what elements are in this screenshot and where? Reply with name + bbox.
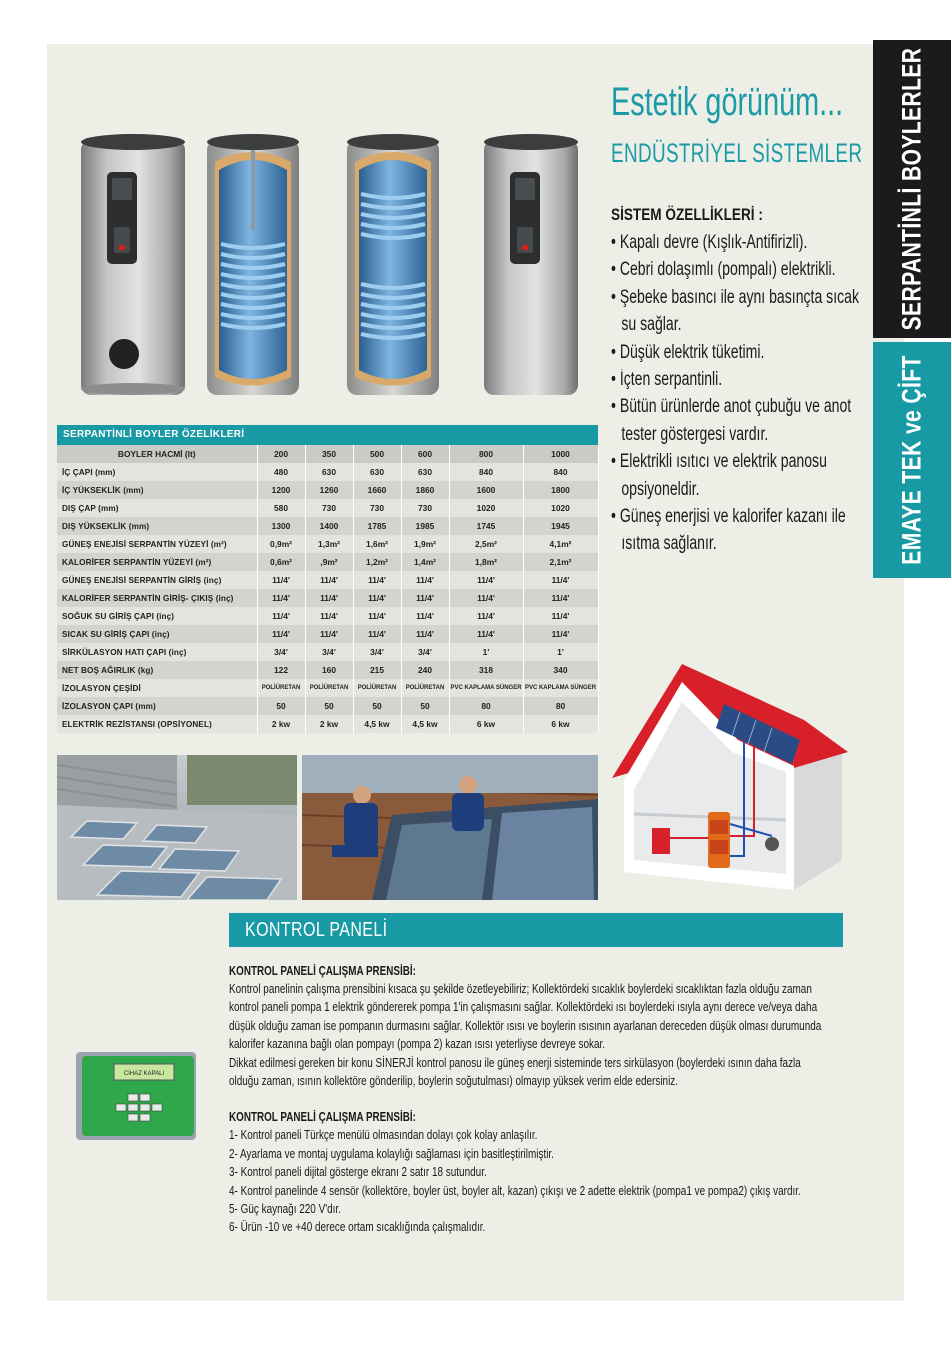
side-tab-serpantinli — [873, 40, 951, 338]
spec-row — [57, 625, 598, 643]
spec-header-cell: 800 — [449, 445, 523, 463]
spec-row — [57, 571, 598, 589]
spec-cell: 318 — [449, 661, 523, 679]
spec-cell: 6 kw — [449, 715, 523, 733]
tank-closed-right-image — [482, 132, 580, 397]
spec-cell: 630 — [305, 463, 353, 481]
spec-row — [57, 535, 598, 553]
spec-cell: 1985 — [401, 517, 449, 535]
spec-cell: 1300 — [257, 517, 305, 535]
spec-cell: 11/4' — [353, 607, 401, 625]
rooftop-collectors-photo — [57, 755, 297, 900]
spec-row-label: GÜNEŞ ENEJİSİ SERPANTİN YÜZEYİ (m²) — [57, 535, 257, 553]
feature-item: • Düşük elektrik tüketimi. — [611, 341, 765, 363]
feature-item: • Kapalı devre (Kışlık-Antifirizli). — [611, 232, 808, 253]
spec-cell: 50 — [305, 697, 353, 715]
spec-cell: 4,5 kw — [401, 715, 449, 733]
spec-cell: 1020 — [523, 499, 598, 517]
spec-cell: 11/4' — [401, 589, 449, 607]
spec-row — [57, 499, 598, 517]
spec-cell: 11/4' — [305, 625, 353, 643]
spec-cell: 11/4' — [353, 625, 401, 643]
spec-cell: 80 — [523, 697, 598, 715]
spec-row — [57, 589, 598, 607]
control-panel-list-item: 4- Kontrol panelinde 4 sensör (kollektöre, boyler üst, boyler alt, kazan) çıkışı ve 2 adette elektrik (pompa1 ve pompa2) çıkış vardır. — [229, 1183, 801, 1198]
spec-cell: 1200 — [257, 481, 305, 499]
spec-cell: 11/4' — [523, 625, 598, 643]
spec-header-cell: 600 — [401, 445, 449, 463]
spec-cell: ,9m² — [305, 553, 353, 571]
spec-cell: 580 — [257, 499, 305, 517]
control-panel-list-item: 6- Ürün -10 ve +40 derece ortam sıcaklığında çalışmalıdır. — [229, 1220, 486, 1235]
spec-table-title: SERPANTİNLİ BOYLER ÖZELİKLERİ — [57, 425, 598, 445]
spec-cell: 122 — [257, 661, 305, 679]
spec-cell: 840 — [449, 463, 523, 481]
spec-cell: POLİÜRETAN — [257, 679, 305, 697]
spec-row — [57, 517, 598, 535]
spec-header-cell: 350 — [305, 445, 353, 463]
spec-cell: 4,1m² — [523, 535, 598, 553]
spec-cell: 11/4' — [401, 571, 449, 589]
spec-row — [57, 481, 598, 499]
spec-cell: 3/4' — [305, 643, 353, 661]
spec-row — [57, 697, 598, 715]
spec-header-row — [57, 445, 598, 463]
spec-cell: 2,5m² — [449, 535, 523, 553]
control-panel-device-image — [74, 1048, 202, 1144]
spec-cell: 1945 — [523, 517, 598, 535]
spec-cell: 215 — [353, 661, 401, 679]
spec-cell: 1785 — [353, 517, 401, 535]
system-features-list — [611, 229, 871, 558]
spec-row — [57, 463, 598, 481]
spec-cell: 50 — [353, 697, 401, 715]
spec-cell: 80 — [449, 697, 523, 715]
spec-table-grid — [57, 445, 599, 733]
system-features-title: SİSTEM ÖZELLİKLERİ : — [611, 205, 763, 224]
side-tab-emaye — [873, 342, 951, 578]
control-panel-list-item: 5- Güç kaynağı 220 V'dır. — [229, 1202, 341, 1217]
spec-row-label: SOĞUK SU GİRİŞ ÇAPI (inç) — [57, 607, 257, 625]
spec-cell: 1,6m² — [353, 535, 401, 553]
control-panel-heading-1: KONTROL PANELİ ÇALIŞMA PRENSİBİ: — [229, 964, 416, 978]
spec-row-label: KALORİFER SERPANTİN YÜZEYİ (m²) — [57, 553, 257, 571]
spec-cell: 11/4' — [523, 571, 598, 589]
spec-row-label: SİRKÜLASYON HATI ÇAPI (inç) — [57, 643, 257, 661]
spec-cell: 3/4' — [401, 643, 449, 661]
spec-cell: 11/4' — [305, 589, 353, 607]
feature-item: • Şebeke basıncı ile aynı basınçta sıcak su sağlar. — [611, 286, 859, 336]
spec-cell: 0,6m² — [257, 553, 305, 571]
hero-subtitle: ENDÜSTRİYEL SİSTEMLER — [611, 138, 863, 168]
spec-cell: 480 — [257, 463, 305, 481]
spec-cell: 2 kw — [305, 715, 353, 733]
spec-cell: 0,9m² — [257, 535, 305, 553]
spec-cell: POLİÜRETAN — [401, 679, 449, 697]
spec-cell: 2 kw — [257, 715, 305, 733]
feature-item: • Güneş enerjisi ve kalorifer kazanı ile ısıtma sağlanır. — [611, 506, 846, 555]
control-panel-para-line: kalorifer kazanına bağlı olan pompayı (pompa 2) kazan ısısı yeterliyse devreye sokar. — [229, 1037, 606, 1052]
control-panel-para-line: Kontrol panelinin çalışma prensibini kısaca şu şekilde özetleyebiliriz; Kollektördeki sıcaklık boylerdeki sıcaklıktan fazla olduğu zaman — [229, 982, 812, 996]
house-solar-diagram — [604, 660, 862, 892]
spec-cell: 11/4' — [257, 589, 305, 607]
spec-cell: 11/4' — [523, 589, 598, 607]
spec-cell: 11/4' — [353, 571, 401, 589]
spec-cell: 11/4' — [449, 589, 523, 607]
control-panel-text — [229, 962, 845, 1237]
spec-row — [57, 553, 598, 571]
spec-cell: 1860 — [401, 481, 449, 499]
tank-closed-left-image — [79, 132, 187, 397]
spec-cell: 1,4m² — [401, 553, 449, 571]
spec-cell: 2,1m² — [523, 553, 598, 571]
spec-cell: 630 — [401, 463, 449, 481]
side-tab-serpantinli-label: SERPANTİNLİ BOYLERLER — [896, 47, 927, 331]
control-panel-section-title: KONTROL PANELİ — [245, 919, 388, 941]
spec-cell: 1020 — [449, 499, 523, 517]
spec-cell: 1745 — [449, 517, 523, 535]
spec-cell: 11/4' — [449, 571, 523, 589]
spec-row-label: İZOLASYON ÇAPI (mm) — [57, 697, 257, 715]
spec-header-cell: 1000 — [523, 445, 598, 463]
spec-cell: 1800 — [523, 481, 598, 499]
spec-row-label: DIŞ YÜKSEKLİK (mm) — [57, 517, 257, 535]
spec-cell: 50 — [257, 697, 305, 715]
spec-cell: 240 — [401, 661, 449, 679]
spec-cell: 1,2m² — [353, 553, 401, 571]
hero-title: Estetik görünüm... — [611, 80, 844, 124]
spec-cell: 1' — [523, 643, 598, 661]
spec-cell: 11/4' — [353, 589, 401, 607]
spec-cell: 340 — [523, 661, 598, 679]
spec-table — [57, 425, 598, 733]
control-panel-para-line: Dikkat edilmesi gereken bir konu SİNERJİ kontrol panosu ile güneş enerji sisteminde ters sirkülasyon (boylerdeki ısının daha fazla — [229, 1055, 801, 1070]
spec-row-label: NET BOŞ AĞIRLIK (kg) — [57, 661, 257, 679]
control-panel-list-item: 1- Kontrol paneli Türkçe menülü olmasından dolayı çok kolay anlaşılır. — [229, 1128, 538, 1143]
spec-cell: 730 — [353, 499, 401, 517]
spec-row-label: İZOLASYON ÇEŞİDİ — [57, 679, 257, 697]
tank-cutaway-single-coil-image — [205, 132, 301, 397]
spec-row-label: DIŞ ÇAP (mm) — [57, 499, 257, 517]
spec-row-label: ELEKTRİK REZİSTANSI (OPSİYONEL) — [57, 715, 257, 733]
spec-cell: 1' — [449, 643, 523, 661]
spec-cell: 630 — [353, 463, 401, 481]
spec-row — [57, 607, 598, 625]
spec-cell: 11/4' — [449, 625, 523, 643]
system-features — [611, 205, 871, 558]
spec-cell: 1400 — [305, 517, 353, 535]
control-panel-list-item: 2- Ayarlama ve montaj uygulama kolaylığı sağlaması için basitleştirilmiştir. — [229, 1146, 554, 1161]
control-panel-para-line: kontrol paneli pompa 1 elektrik göndererek pompa 1'in çalışmasını sağlar. Kollektördeki ısı boylerdeki ısıyla aynı derece ve/veya daha — [229, 1000, 818, 1015]
installers-photo — [302, 755, 598, 900]
spec-cell: 11/4' — [305, 571, 353, 589]
spec-cell: 3/4' — [257, 643, 305, 661]
spec-cell: PVC KAPLAMA SÜNGER — [523, 679, 598, 697]
spec-cell: 11/4' — [449, 607, 523, 625]
spec-cell: 1660 — [353, 481, 401, 499]
spec-cell: 730 — [305, 499, 353, 517]
spec-cell: 4,5 kw — [353, 715, 401, 733]
spec-cell: 50 — [401, 697, 449, 715]
spec-cell: PVC KAPLAMA SÜNGER — [449, 679, 523, 697]
control-panel-para-line: olduğu zaman, ısının kollektöre gönderilip, boylerin soğutulması) olmayıp yüksek verim elde edersiniz. — [229, 1074, 679, 1089]
spec-cell: 1600 — [449, 481, 523, 499]
control-panel-section-header — [229, 913, 843, 947]
spec-cell: 1,8m² — [449, 553, 523, 571]
spec-row-label: KALORİFER SERPANTİN GİRİŞ- ÇIKIŞ (inç) — [57, 589, 257, 607]
device-screen-text: CİHAZ KAPALI — [123, 1071, 165, 1077]
spec-row — [57, 715, 598, 733]
spec-row-label: İÇ ÇAPI (mm) — [57, 463, 257, 481]
feature-item: • Bütün ürünlerde anot çubuğu ve anot tester göstergesi vardır. — [611, 396, 852, 445]
spec-header-label: BOYLER HACMİ (lt) — [57, 445, 257, 463]
spec-row — [57, 679, 598, 697]
spec-cell: 11/4' — [305, 607, 353, 625]
spec-row — [57, 661, 598, 679]
feature-item: • Elektrikli ısıtıcı ve elektrik panosu opsiyoneldir. — [611, 451, 827, 500]
control-panel-para-line: düşük olduğu zaman ise pompanın durmasını sağlar. Kollektör ısısı ve boylerin ısısının ayarlanan dereceden düşük olması durumunda — [229, 1018, 822, 1033]
spec-header-cell: 200 — [257, 445, 305, 463]
spec-cell: 11/4' — [523, 607, 598, 625]
side-tab-emaye-label: EMAYE TEK ve ÇİFT — [896, 355, 927, 565]
spec-row-label: GÜNEŞ ENEJİSİ SERPANTİN GİRİŞ (inç) — [57, 571, 257, 589]
spec-cell: 1,3m² — [305, 535, 353, 553]
spec-row — [57, 643, 598, 661]
spec-cell: 3/4' — [353, 643, 401, 661]
tank-cutaway-double-coil-image — [345, 132, 441, 397]
spec-cell: 6 kw — [523, 715, 598, 733]
spec-cell: 1260 — [305, 481, 353, 499]
spec-cell: 730 — [401, 499, 449, 517]
spec-row-label: SICAK SU GİRİŞ ÇAPI (inç) — [57, 625, 257, 643]
spec-cell: POLİÜRETAN — [305, 679, 353, 697]
spec-cell: 11/4' — [401, 607, 449, 625]
control-panel-list-item: 3- Kontrol paneli dijital gösterge ekranı 2 satır 18 sutundur. — [229, 1165, 487, 1180]
spec-header-cell: 500 — [353, 445, 401, 463]
spec-cell: 11/4' — [257, 625, 305, 643]
spec-cell: 11/4' — [257, 571, 305, 589]
feature-item: • Cebri dolaşımlı (pompalı) elektrikli. — [611, 259, 836, 281]
spec-cell: 11/4' — [401, 625, 449, 643]
spec-cell: 840 — [523, 463, 598, 481]
spec-row-label: İÇ YÜKSEKLİK (mm) — [57, 481, 257, 499]
control-panel-heading-2: KONTROL PANELİ ÇALIŞMA PRENSİBİ: — [229, 1110, 416, 1125]
spec-cell: POLİÜRETAN — [353, 679, 401, 697]
feature-item: • İçten serpantinli. — [611, 369, 723, 391]
spec-cell: 11/4' — [257, 607, 305, 625]
spec-cell: 1,9m² — [401, 535, 449, 553]
spec-cell: 160 — [305, 661, 353, 679]
